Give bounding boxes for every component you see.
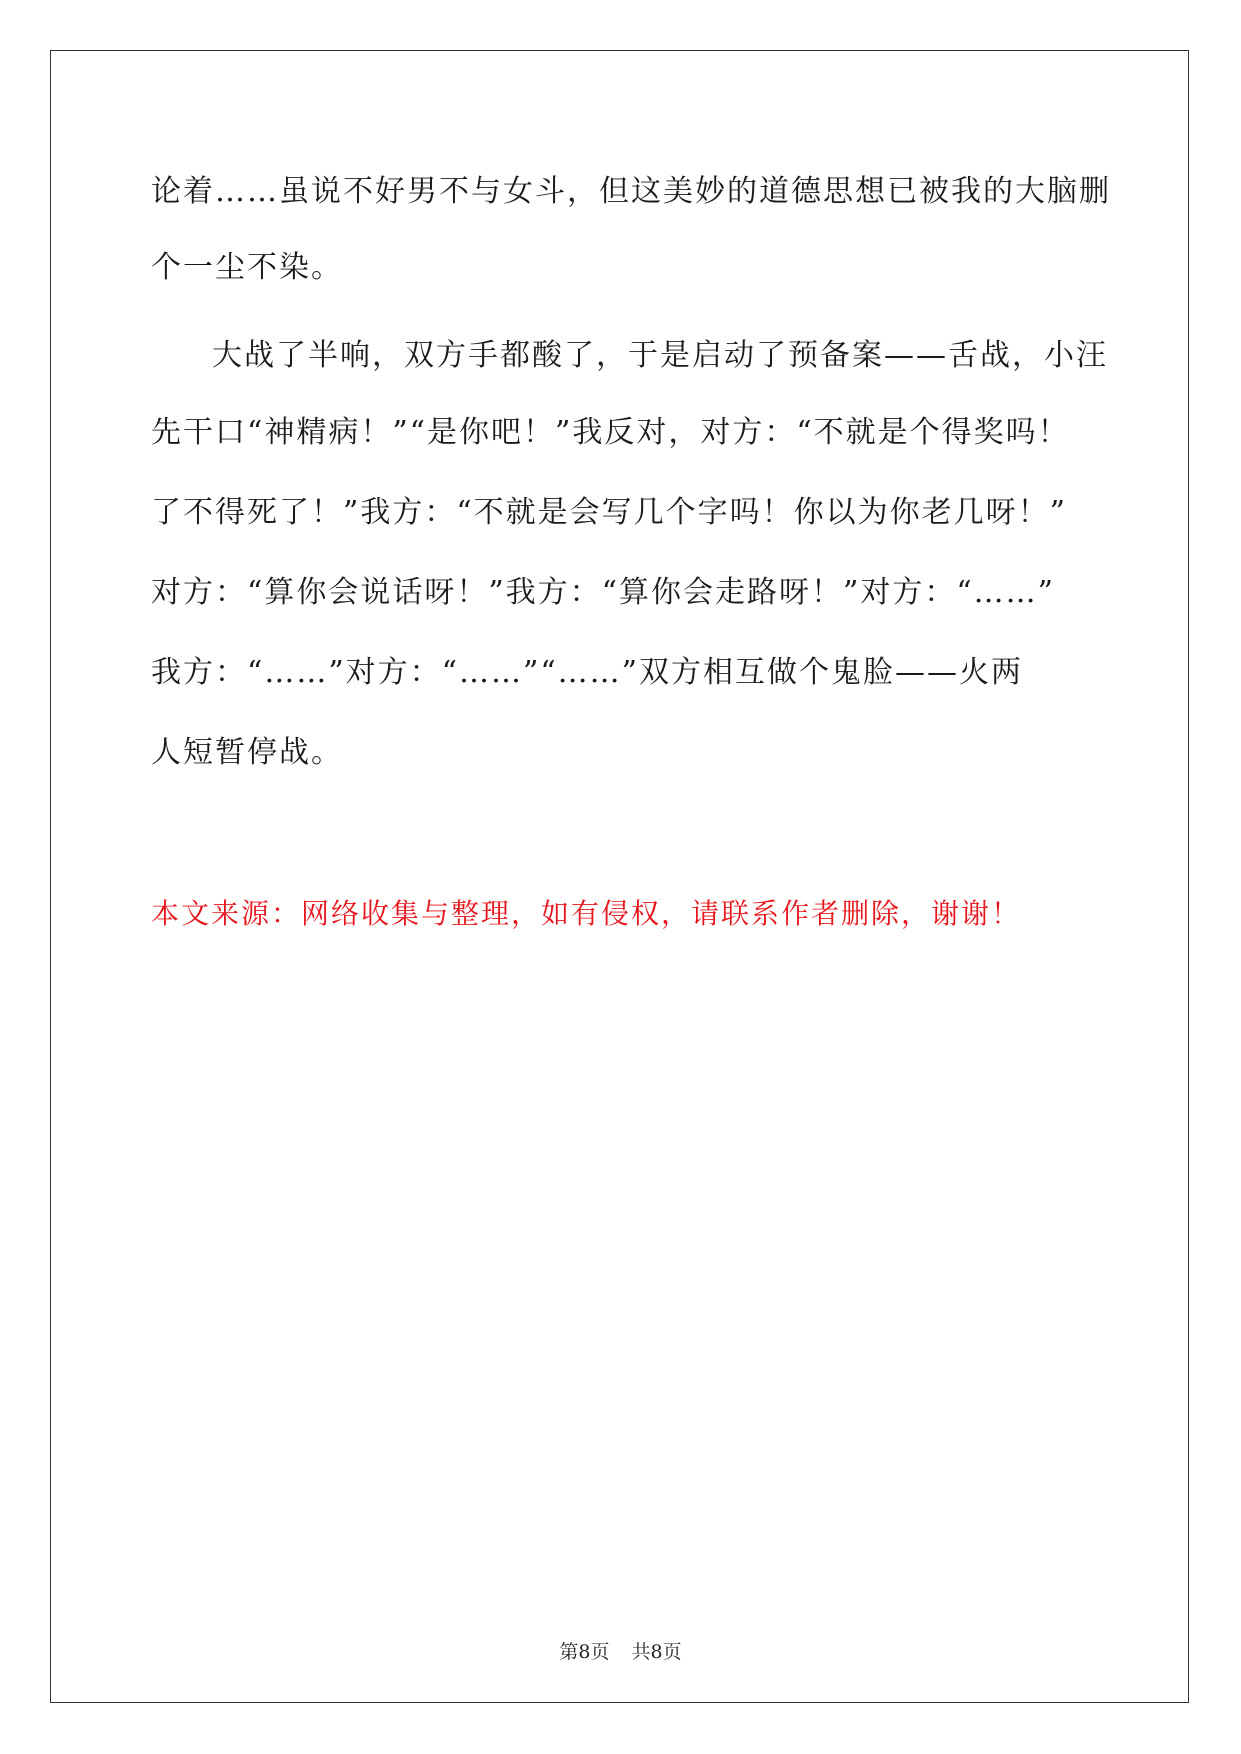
paragraph-line-4: 先干口“神精病！”“是你吧！”我反对，对方：“不就是个得奖吗！ [151, 415, 1070, 450]
paragraph-line-2: 个一尘不染。 [151, 250, 343, 285]
paragraph-line-8: 人短暂停战。 [151, 735, 343, 770]
paragraph-line-1: 论着……虽说不好男不与女斗，但这美妙的道德思想已被我的大脑删 [151, 174, 1111, 209]
page-number: 第8页 [559, 1641, 610, 1663]
page-footer [0, 1640, 1241, 1664]
paragraph-line-5: 了不得死了！”我方：“不就是会写几个字吗！你以为你老几呀！” [151, 495, 1068, 530]
page-total: 共8页 [631, 1641, 682, 1663]
paragraph-line-7: 我方：“……”对方：“……”“……”双方相互做个鬼脸——火两 [151, 655, 1024, 690]
source-note: 本文来源：网络收集与整理，如有侵权，请联系作者删除，谢谢！ [151, 897, 1022, 930]
paragraph-line-6: 对方：“算你会说话呀！”我方：“算你会走路呀！”对方：“……” [151, 575, 1056, 610]
page-border [50, 50, 1189, 1703]
paragraph-line-3: 大战了半响，双方手都酸了，于是启动了预备案——舌战，小汪 [212, 338, 1108, 373]
